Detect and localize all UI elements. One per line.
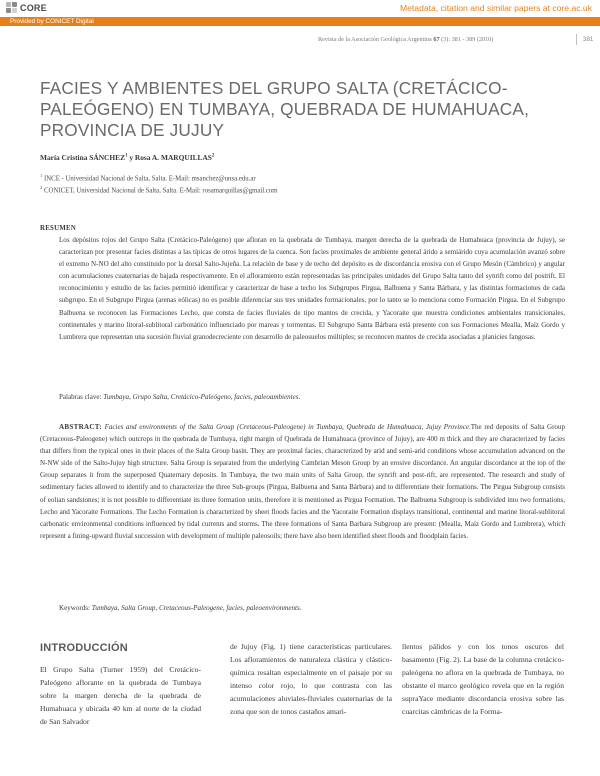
palabras-clave-label: Palabras clave:: [59, 393, 102, 401]
page-number: 381: [576, 34, 593, 45]
palabras-clave-terms: Tumbaya, Grupo Salta, Cretácico-Paleógeno, facies, paleoambientes.: [103, 393, 301, 401]
palabras-clave: [59, 393, 300, 401]
affiliation-1-text: INCE - Universidad Nacional de Salta, Salta. E-Mail: msanchez@unsa.edu.ar: [44, 175, 256, 183]
introduccion-heading: INTRODUCCIÓN: [40, 642, 128, 654]
introduccion-column-2: de Jujuy (Fig. 1) tiene características particulares. Los afloramientos de naturaleza clástica y clástico-química resaltan especialmente en el paisaje por su intenso color rojo, lo que contrasta con las acumulaciones aluviales-fluviales cuaternarias de la zona que son de tonos castaños amari-: [230, 642, 392, 717]
journal-name: Revista de la Asociación Geológica Argentina: [318, 36, 432, 43]
affiliation-1: [40, 173, 256, 182]
affiliation-2: [40, 185, 278, 194]
author-2: Rosa A. MARQUILLAS: [134, 153, 212, 162]
author-1: María Cristina SÁNCHEZ: [40, 153, 125, 162]
core-metadata-link[interactable]: Metadata, citation and similar papers at core.ac.uk: [399, 3, 592, 13]
core-header-bar: [0, 0, 600, 26]
introduccion-column-3: llentos pálidos y con los tonos oscuros del basamento (Fig. 2). La base de la columna cretácico-paleógena no aflora en la quebrada de Tumbaya, no obstante el marco geológico revela que en la región supraYace mediante discordancia erosiva sobre las cuarcitas cámbricas de la Forma-: [402, 642, 564, 717]
affiliation-2-sup: 2: [40, 185, 43, 190]
abstract-title: Facies and environments of the Salta Group (Cretaceous-Paleogene) in Tumbaya, Quebrada de Humahuaca, Jujuy Province.: [104, 423, 471, 431]
core-logo-icon: [6, 2, 18, 14]
abstract-label: ABSTRACT:: [59, 423, 102, 431]
abstract: [40, 421, 565, 542]
author-2-sup: 2: [211, 153, 215, 159]
author-line: [40, 153, 214, 162]
provided-by-banner: [0, 17, 600, 26]
introduccion-column-1: El Grupo Salta (Turner 1959) del Cretácico-Paleógeno aflorante en la quebrada de Tumbaya sobre la margen derecha de la quebrada de Humahuaca y ubicada 40 km al norte de la ciudad de San Salvador: [40, 665, 201, 727]
abstract-body: The red deposits of Salta Group (Cretaceous-Paleogene) which outcrops in the quebrada de Tumbaya, right margin of Quebrada de Humahuaca (province of Jujuy), are 400 m thick and they are characterized by facies that differs from the typical ones in their places of the Salta Group basin. They are proximal facies, characterized by arid and semi-arid conditions whose accumulation advanced on the N-NW side of the Salto-Jujuy high structure. Salta Group is separated from the underlying Cambrian Meson Group by an erosive discordance. An angular discordance at the top of the Group separates it from the superposed Quaternary deposits. In Tumbaya, the two main units of Salta Group, the synrift and post-rift, are represented. The research and study of sedimentary facies allowed to identify and to characterize the three Sub-groups (Pirgua, Balbuena and Santa Bárbara) and to differentiate their formations. The Pirgua Subgroup consists of eolian sandstones; it is not possible to differentiate its three formation units, therefore it is mentioned as Pirgua Formation. The Balbuena Subgroup is subdivided into two formations, Lecho and Yacoraite Formations. The Lecho Formation is characterized by sheet floods facies and the Yacoraite Formation displays transitional, continental and marine litoral-sublitoral carbonatic environmental conditions influenced by tidal currents and storms. The three formations of Santa Barbara Subgroup are present: (Mealla, Maíz Gordo and Lumbrera), which represent a fining-upward fluvial succession with development of multiple paleosoils; there have also been identified sheet floods and floodplain facies.: [40, 423, 565, 540]
affiliation-1-sup: 1: [40, 173, 43, 178]
resumen-body: Los depósitos rojos del Grupo Salta (Cretácico-Paleógeno) que afloran en la quebrada de Tumbaya, margen derecha de la quebrada de Humahuaca (provincia de Jujuy), se caracterizan por presentar facies distintas a las típicas de otros lugares de la cuenca. Son facies proximales de ambiente general árido a semiárido cuya acumulación avanzó sobre el extremo N-NO del alto constituido por la dorsal Salto-Jujeña. La relación de base y de techo del depósito es de discordancia erosiva con el Grupo Mesón (Cámbrico) y angular con acumulaciones cuaternarias de bajada respectivamente. En el afloramiento están representadas las principales unidades del Grupo Salta tanto del synrift como del postrift. El reconocimiento y estudio de las facies permitió identificar y caracterizar de base a techo los Subgrupos Pirgua, Balbuena y Santa Bárbara, y las distintas formaciones de cada subgrupo. En el Subgrupo Pirgua (arenas eólicas) no es posible diferenciar sus tres unidades formacionales, por lo tanto se lo menciona como Formación Pirgua. En el Subgrupo Balbuena se reconocen las Formaciones Lecho, que consta de facies fluviales de tipo mantos de crecida, y Yacoraite que muestra condiciones ambientales transicionales, continentales y marino litoral-sublitoral carbonático influenciado por mareas y tormentas. El Subgrupo Santa Bárbara está presente con sus Formaciones Mealla, Maíz Gordo y Lumbrera que representan una sucesión fluvial granodecreciente con desarrollo de paleosuelos múltiples; se reconocen mantos de crecida asociadas a planicies fangosas.: [59, 236, 565, 341]
paper-title: FACIES Y AMBIENTES DEL GRUPO SALTA (CRETÁCICO-PALEÓGENO) EN TUMBAYA, QUEBRADA DE HUMAHUACA, PROVINCIA DE JUJUY: [40, 78, 530, 140]
author-connector: y: [127, 153, 135, 162]
running-head: [318, 36, 493, 43]
keywords-terms: Tumbaya, Salta Group, Cretaceous-Paleogene, facies, paleoenvironments.: [91, 604, 302, 612]
keywords-label: Keywords:: [59, 604, 90, 612]
author-1-sup: 1: [125, 153, 128, 159]
provided-by-text[interactable]: Provided by CONICET Digital: [10, 18, 94, 25]
core-logo[interactable]: [6, 1, 47, 15]
keywords: [59, 604, 302, 612]
journal-volume: 67: [433, 36, 440, 43]
resumen-heading: RESUMEN: [40, 225, 77, 232]
affiliation-2-text: CONICET, Universidad Nacional de Salta, Salta. E-Mail: rosamarquillas@gmail.com: [44, 187, 278, 195]
journal-issue-pages: (3): 381 - 389 (2010): [441, 36, 494, 43]
core-logo-text: CORE: [20, 3, 47, 13]
